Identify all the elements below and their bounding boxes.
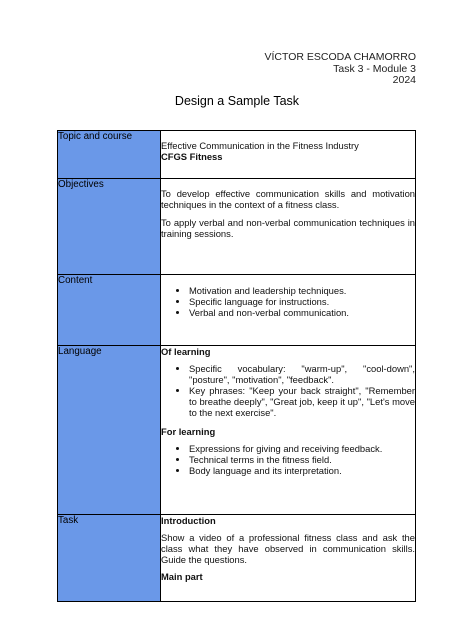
task-design-table <box>57 130 416 602</box>
course-name: CFGS Fitness <box>161 151 223 162</box>
table-row-objectives <box>58 179 416 275</box>
table-row-language <box>58 346 416 515</box>
list-item: • Body language and its interpretation. <box>189 465 415 476</box>
list-item: • Specific language for instructions. <box>189 296 415 307</box>
task-module: Task 3 - Module 3 <box>333 62 416 75</box>
document-header <box>265 52 417 87</box>
author-name: VÍCTOR ESCODA CHAMORRO <box>264 51 416 63</box>
document-title: Design a Sample Task <box>174 94 300 108</box>
for-learning-list <box>161 443 415 476</box>
table-row-task <box>58 515 416 602</box>
introduction-heading: Introduction <box>161 515 216 526</box>
row-body-topic <box>161 131 416 179</box>
row-body-objectives <box>161 179 416 275</box>
of-learning-list <box>161 363 415 418</box>
list-item: • Specific vocabulary: "warm-up", "cool-down", "posture", "motivation", "feedback". <box>189 363 415 385</box>
row-body-task <box>161 515 416 602</box>
table-row-content <box>58 275 416 346</box>
list-item: • Motivation and leadership techniques. <box>189 285 415 296</box>
row-label-language: Language <box>58 346 161 515</box>
row-body-language <box>161 346 416 515</box>
year: 2024 <box>392 74 416 86</box>
list-item: • Expressions for giving and receiving feedback. <box>189 443 415 454</box>
topic-title: Effective Communication in the Fitness Industry <box>161 140 359 151</box>
list-item: • Key phrases: "Keep your back straight", "Remember to breathe deeply", "Great job, keep it up", "Let's move to the next exercise". <box>189 385 415 418</box>
row-label-content: Content <box>58 275 161 346</box>
for-learning-heading: For learning <box>161 426 216 437</box>
list-item: • Verbal and non-verbal communication. <box>189 307 415 318</box>
content-list <box>161 285 415 318</box>
row-label-task: Task <box>58 515 161 602</box>
row-body-content <box>161 275 416 346</box>
objective-1: To develop effective communication skills and motivation techniques in the context of a fitness class. <box>161 188 415 210</box>
row-label-topic: Topic and course <box>58 131 161 179</box>
table-row-topic <box>58 131 416 179</box>
introduction-text: Show a video of a professional fitness class and ask the class what they have observed in communication skills. Guide the questions. <box>161 532 415 565</box>
list-item: • Technical terms in the fitness field. <box>189 454 415 465</box>
row-label-objectives: Objectives <box>58 179 161 275</box>
of-learning-heading: Of learning <box>161 346 211 357</box>
objective-2: To apply verbal and non-verbal communication techniques in training sessions. <box>161 217 415 239</box>
main-part-heading: Main part <box>161 571 203 582</box>
